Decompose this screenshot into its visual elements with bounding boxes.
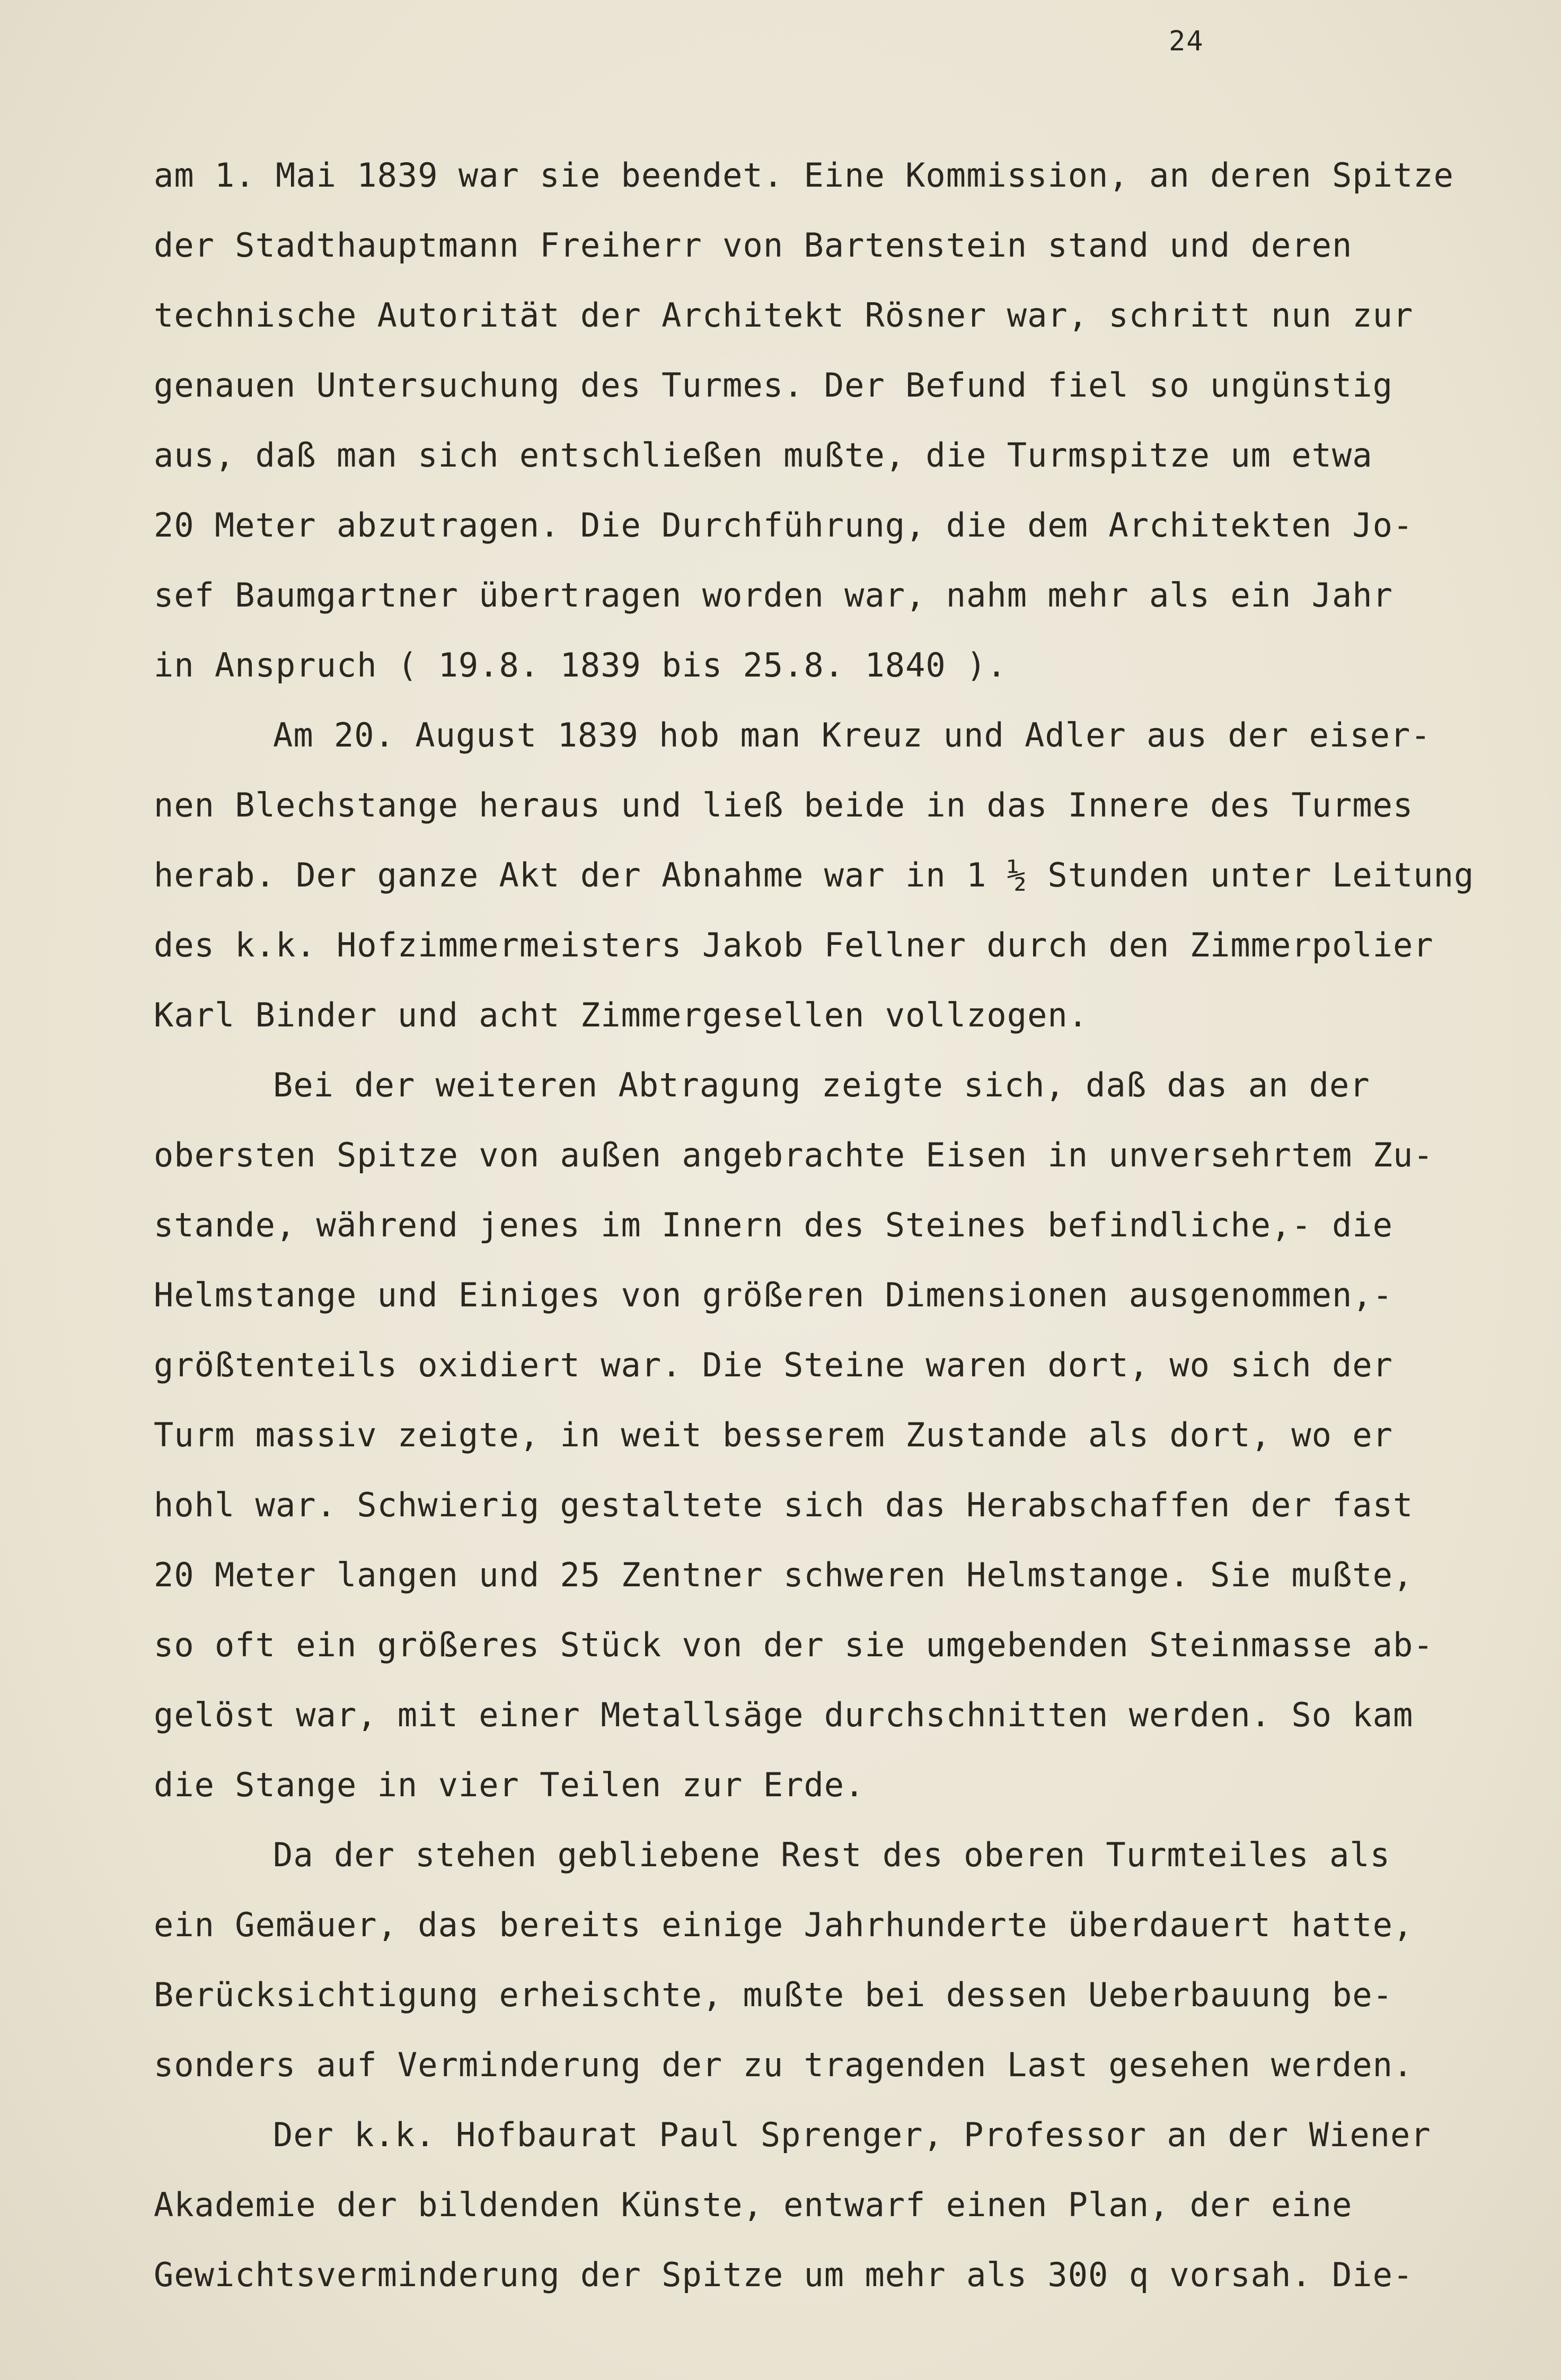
text-line: nen Blechstange heraus und ließ beide in das Innere des Turmes — [154, 786, 1414, 824]
text-line: Am 20. August 1839 hob man Kreuz und Adler aus der eiser- — [273, 716, 1431, 754]
text-line: aus, daß man sich entschließen mußte, die Turmspitze um etwa — [154, 436, 1373, 475]
paragraph — [154, 1050, 1489, 1820]
text-line: Gewichtsverminderung der Spitze um mehr als 300 q vorsah. Die- — [154, 2255, 1414, 2294]
body-text — [154, 140, 1489, 2310]
text-line: obersten Spitze von außen angebrachte Eisen in unversehrtem Zu- — [154, 1136, 1434, 1174]
text-line: in Anspruch ( 19.8. 1839 bis 25.8. 1840 ). — [154, 646, 1007, 684]
text-line: die Stange in vier Teilen zur Erde. — [154, 1766, 865, 1804]
paragraph — [154, 2100, 1489, 2310]
text-line: sef Baumgartner übertragen worden war, nahm mehr als ein Jahr — [154, 576, 1393, 614]
text-line: hohl war. Schwierig gestaltete sich das Herabschaffen der fast — [154, 1486, 1414, 1524]
text-line: Der k.k. Hofbaurat Paul Sprenger, Professor an der Wiener — [273, 2115, 1431, 2154]
text-line: Bei der weiteren Abtragung zeigte sich, daß das an der — [273, 1066, 1370, 1104]
paragraph — [154, 700, 1489, 1050]
text-line: der Stadthauptmann Freiherr von Bartenstein stand und deren — [154, 226, 1353, 265]
text-line: so oft ein größeres Stück von der sie umgebenden Steinmasse ab- — [154, 1626, 1434, 1664]
text-line: herab. Der ganze Akt der Abnahme war in 1 ½ Stunden unter Leitung — [154, 856, 1475, 894]
text-line: Da der stehen gebliebene Rest des oberen Turmteiles als — [273, 1836, 1390, 1874]
paragraph — [154, 140, 1489, 700]
text-line: Helmstange und Einiges von größeren Dimensionen ausgenommen,- — [154, 1276, 1393, 1314]
text-line: des k.k. Hofzimmermeisters Jakob Fellner durch den Zimmerpolier — [154, 926, 1434, 964]
text-line: technische Autorität der Architekt Rösner war, schritt nun zur — [154, 296, 1414, 335]
text-line: 20 Meter langen und 25 Zentner schweren Helmstange. Sie mußte, — [154, 1556, 1414, 1594]
text-line: ein Gemäuer, das bereits einige Jahrhunderte überdauert hatte, — [154, 1905, 1414, 1944]
text-line: Turm massiv zeigte, in weit besserem Zustande als dort, wo er — [154, 1416, 1393, 1454]
text-line: Akademie der bildenden Künste, entwarf einen Plan, der eine — [154, 2185, 1353, 2224]
text-line: Berücksichtigung erheischte, mußte bei dessen Ueberbauung be- — [154, 1975, 1393, 2014]
text-line: genauen Untersuchung des Turmes. Der Befund fiel so ungünstig — [154, 366, 1393, 405]
text-line: am 1. Mai 1839 war sie beendet. Eine Kommission, an deren Spitze — [154, 156, 1454, 195]
text-line: gelöst war, mit einer Metallsäge durchschnitten werden. So kam — [154, 1696, 1414, 1734]
text-line: stande, während jenes im Innern des Steines befindliche,- die — [154, 1206, 1393, 1244]
text-line: Karl Binder und acht Zimmergesellen vollzogen. — [154, 996, 1089, 1034]
text-line: sonders auf Verminderung der zu tragenden Last gesehen werden. — [154, 2045, 1414, 2084]
paragraph — [154, 1820, 1489, 2100]
text-line: größtenteils oxidiert war. Die Steine waren dort, wo sich der — [154, 1346, 1393, 1384]
page-number: 24 — [1169, 25, 1204, 57]
text-line: 20 Meter abzutragen. Die Durchführung, die dem Architekten Jo- — [154, 506, 1414, 544]
